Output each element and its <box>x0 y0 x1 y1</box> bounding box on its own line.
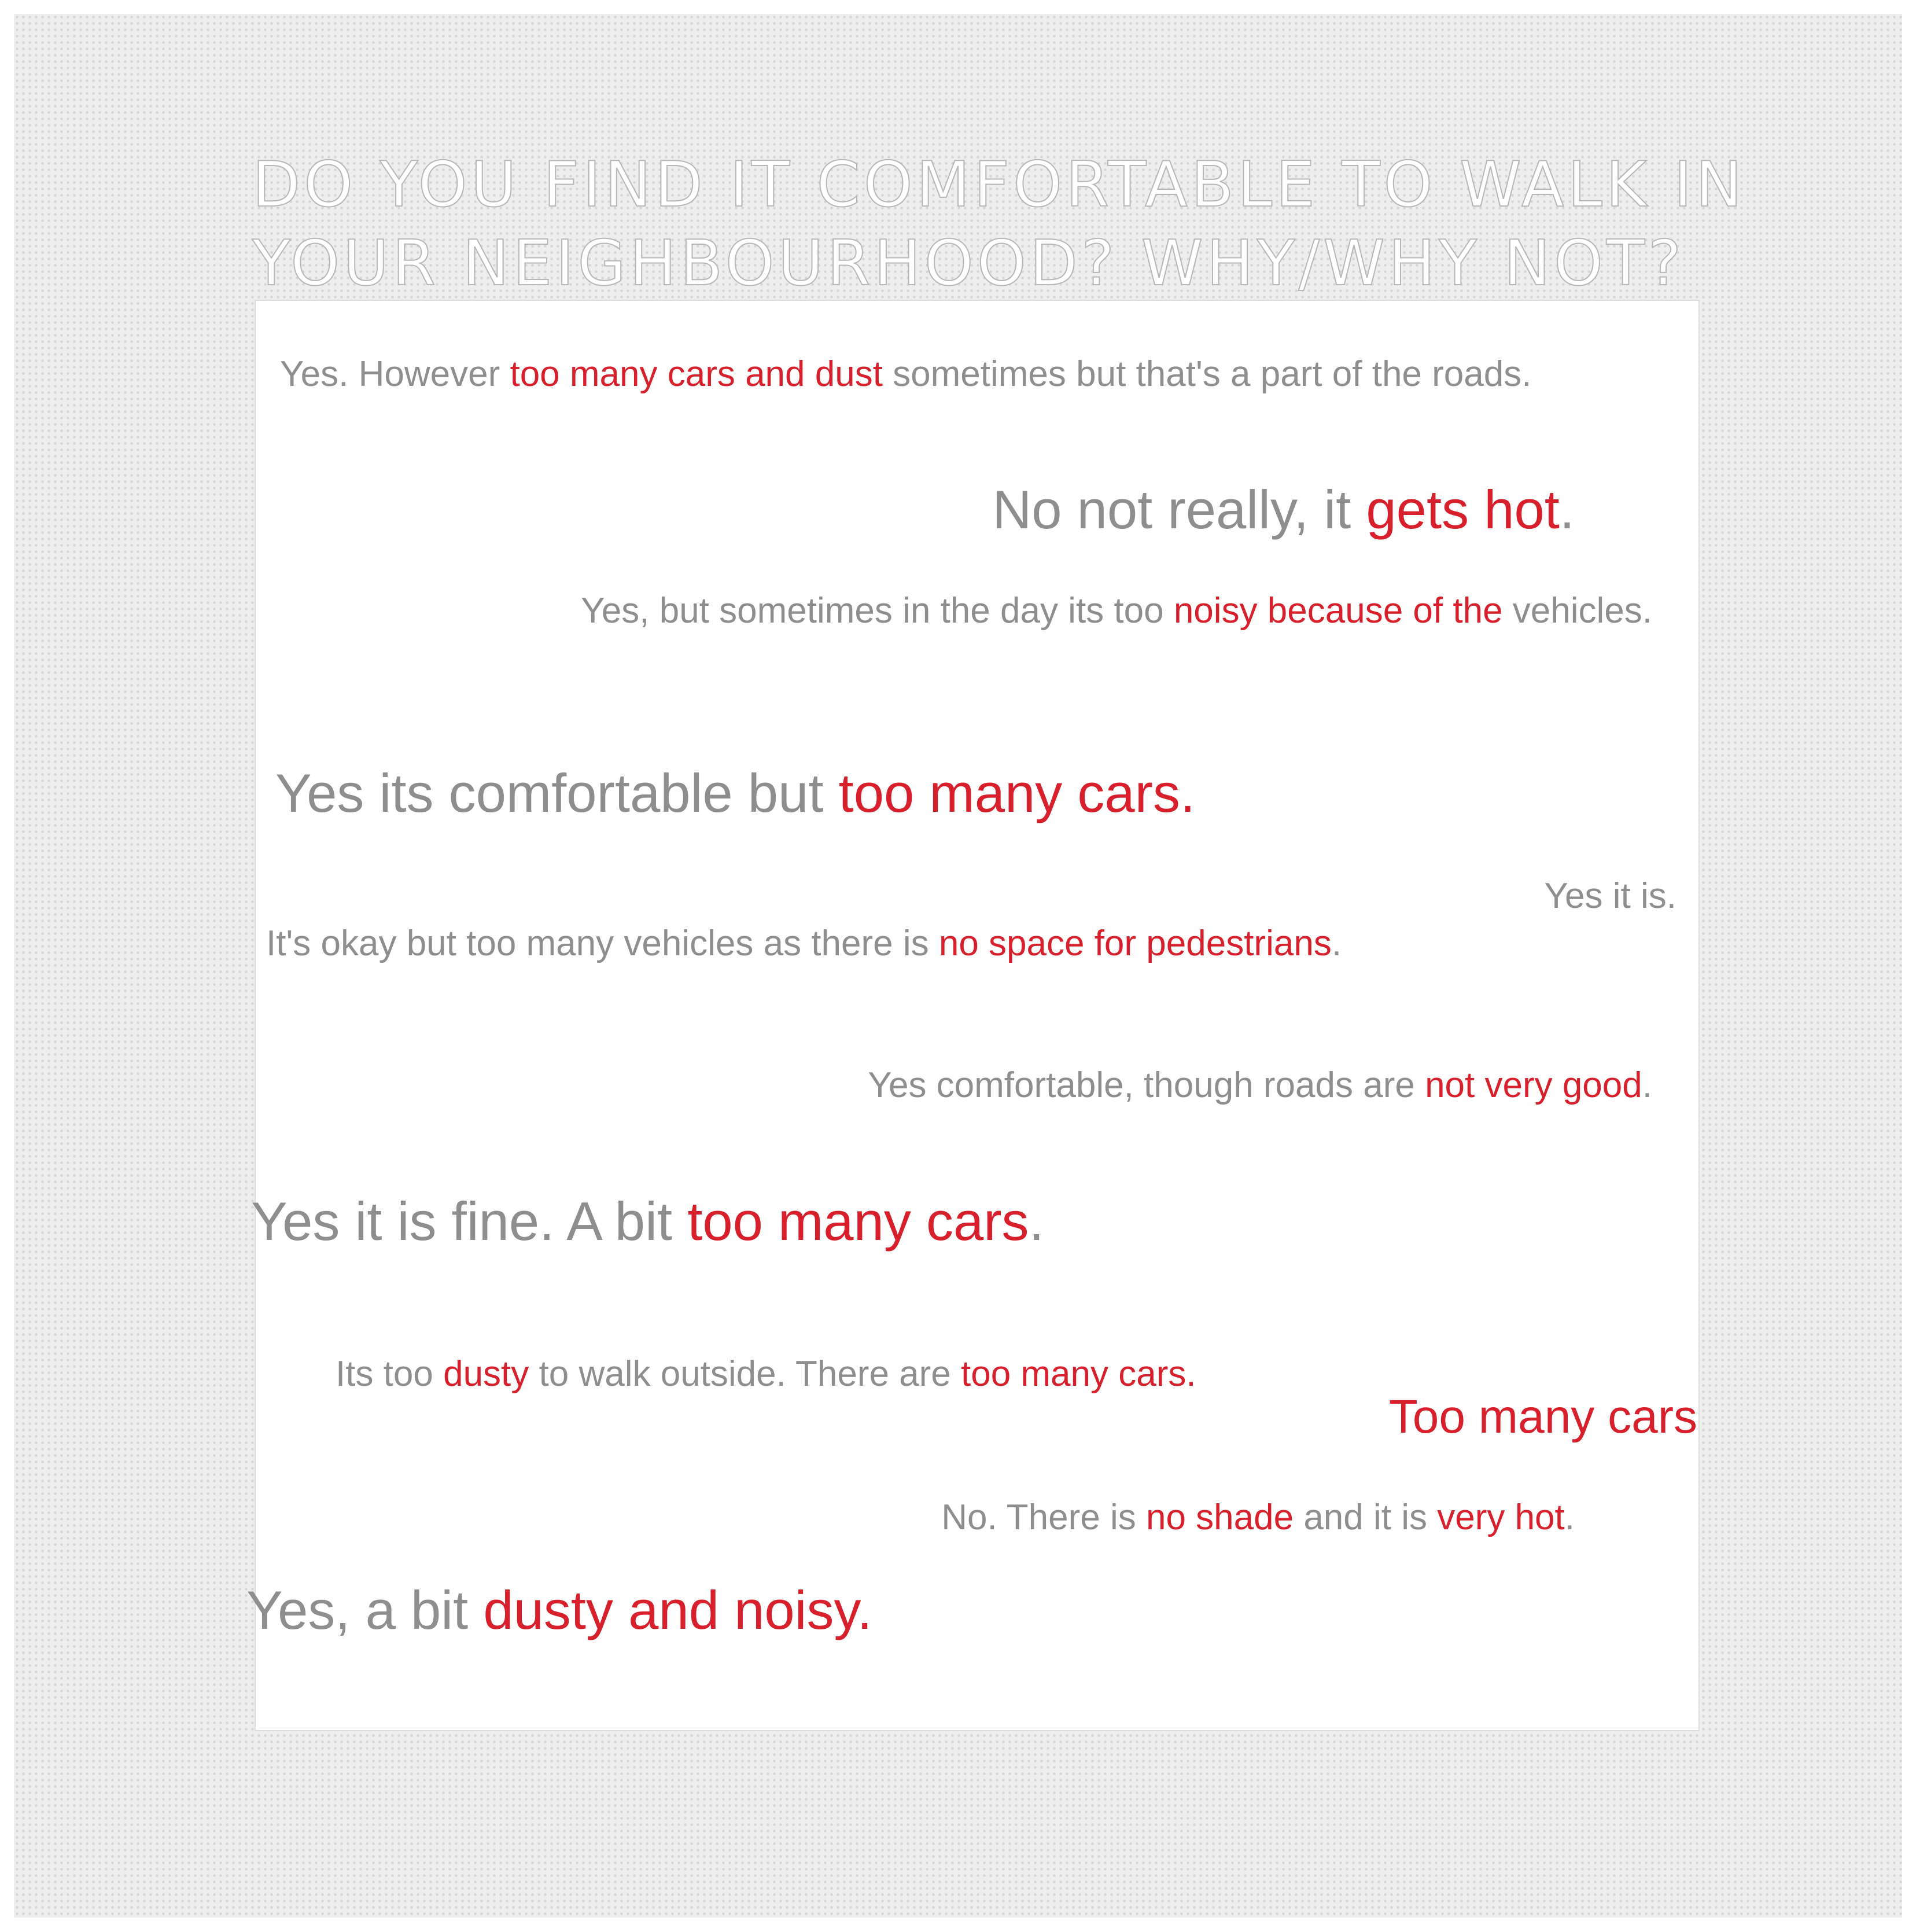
response-text: Yes comfortable, though roads are <box>868 1065 1425 1105</box>
response-highlight: very hot <box>1437 1497 1565 1537</box>
response-highlight: dusty <box>443 1354 529 1394</box>
response-highlight: too many cars <box>687 1191 1029 1252</box>
response-highlight: noisy because of the <box>1173 591 1503 631</box>
response-highlight: Too many cars <box>1388 1390 1697 1443</box>
page-title: DO YOU FIND IT COMFORTABLE TO WALK IN YOUR NEIGHBOURHOOD? WHY/WHY NOT? <box>252 149 1746 300</box>
response-7 <box>868 1065 1652 1105</box>
response-text: Yes. However <box>280 354 510 394</box>
response-9 <box>336 1356 1196 1392</box>
response-10 <box>1388 1390 1697 1443</box>
response-1 <box>280 356 1531 392</box>
response-text: No not really, it <box>992 479 1366 540</box>
response-text: Yes it is. <box>1544 876 1676 916</box>
response-highlight: no shade <box>1145 1497 1294 1537</box>
response-highlight: too many cars. <box>838 763 1196 823</box>
response-text: Yes it is fine. A bit <box>251 1191 688 1252</box>
response-text: to walk outside. There are <box>529 1354 961 1394</box>
response-text: It's okay but too many vehicles as there is <box>266 923 939 963</box>
response-text: . <box>1029 1191 1044 1252</box>
response-text: No. There is <box>941 1497 1146 1537</box>
response-highlight: too many cars and dust <box>510 354 883 394</box>
response-highlight: too many cars. <box>961 1354 1196 1394</box>
response-8 <box>251 1191 1044 1252</box>
response-5 <box>1544 878 1676 914</box>
response-text: Yes, but sometimes in the day its too <box>581 591 1174 631</box>
response-text: Yes, a bit <box>246 1580 484 1640</box>
response-text: and it is <box>1294 1497 1438 1537</box>
response-highlight: dusty and noisy. <box>483 1580 872 1640</box>
response-text: vehicles. <box>1502 591 1652 631</box>
response-text: . <box>1331 923 1342 963</box>
response-text: sometimes but that's a part of the roads. <box>882 354 1532 394</box>
response-highlight: no space for pedestrians <box>938 923 1332 963</box>
response-11 <box>941 1497 1575 1537</box>
response-text: Its too <box>336 1354 444 1394</box>
dotted-background <box>14 14 1902 1918</box>
response-highlight: not very good <box>1425 1065 1642 1105</box>
response-text: Yes its comfortable but <box>275 763 839 823</box>
response-highlight: gets hot <box>1366 479 1560 540</box>
response-text: . <box>1559 479 1575 540</box>
response-text: . <box>1642 1065 1652 1105</box>
response-2 <box>992 479 1575 540</box>
response-6 <box>266 923 1342 963</box>
response-text: . <box>1564 1497 1575 1537</box>
response-12 <box>246 1580 872 1640</box>
response-3 <box>581 593 1652 629</box>
response-4 <box>275 763 1196 823</box>
